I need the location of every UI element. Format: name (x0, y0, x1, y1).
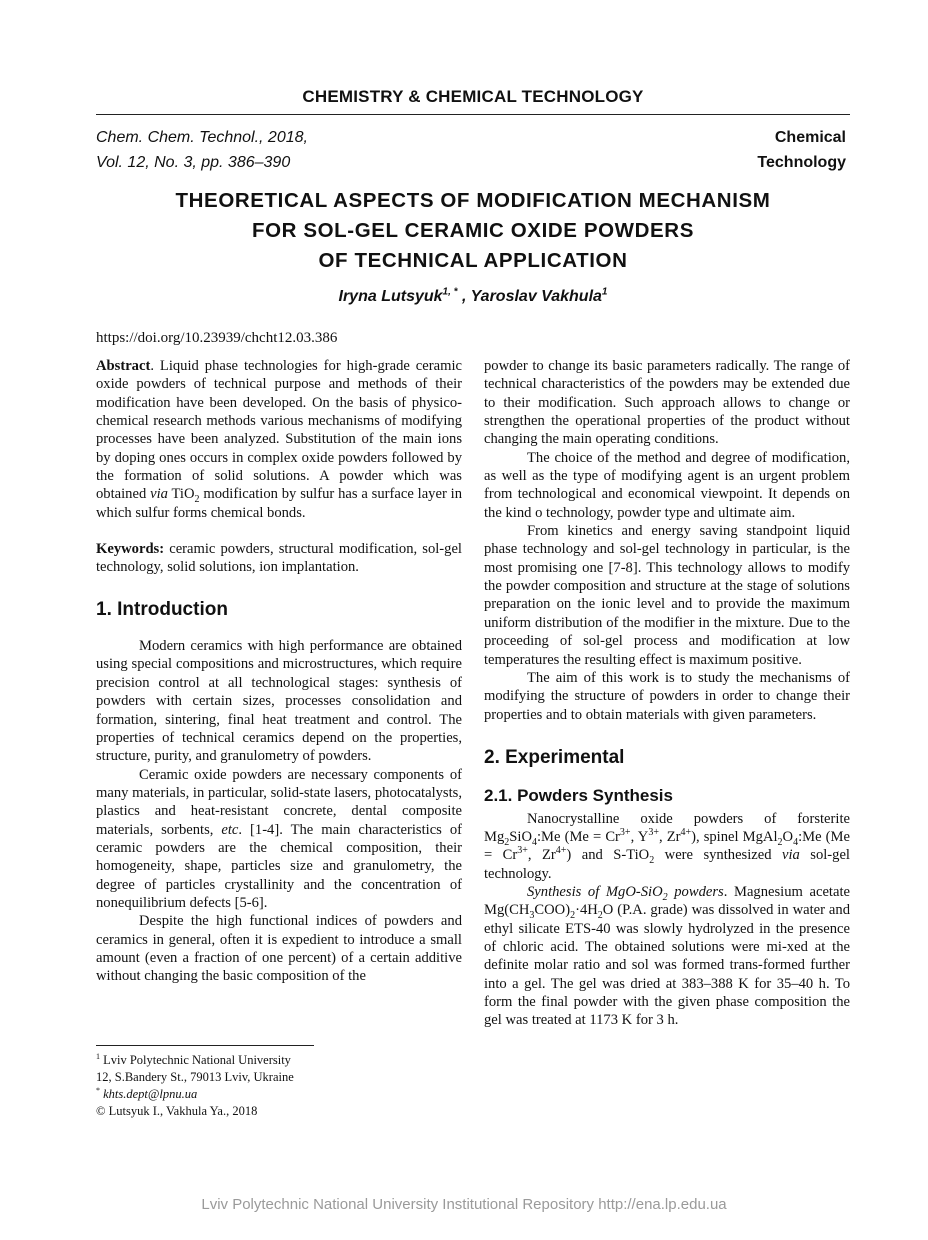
author-2-affiliation: 1 (601, 286, 608, 298)
abstract-text-end: modification by sulfur has a surface layer in which sulfur forms chemical bonds. (96, 486, 462, 521)
footnote-copyright: © Lutsyuk I., Vakhula Ya., 2018 (96, 1104, 258, 1118)
author-separator: , (457, 288, 471, 305)
intro-paragraph-7: The aim of this work is to study the mechanisms of modifying the structure of powders in order to change their properties and to obtain materials with given parameters. (484, 669, 850, 723)
subsection-heading-synthesis: 2.1. Powders Synthesis (484, 786, 673, 806)
author-1: Iryna Lutsyuk (338, 288, 443, 305)
citation-line-2: Vol. 12, No. 3, pp. 386–390 (96, 154, 291, 171)
abstract (96, 357, 462, 522)
keywords (96, 540, 462, 577)
repository-footer: Lviv Polytechnic National University Institutional Repository http://ena.lp.edu.ua (201, 1196, 727, 1213)
mgo-synthesis-title: Synthesis of MgO-SiO$_2$ powders (527, 883, 724, 903)
section-heading-introduction: 1. Introduction (96, 598, 228, 620)
keywords-text: ceramic powders, structural modification, sol-gel technology, solid solutions, ion implantation. (96, 541, 462, 576)
title-line-1: THEORETICAL ASPECTS OF MODIFICATION MECHANISM (175, 189, 771, 212)
right-column (484, 357, 850, 1030)
intro-paragraph-3: Despite the high functional indices of powders and ceramics in general, often it is expedient to introduce a small amount (even a fraction of one percent) of a certain additive without changing the basic composition of the (96, 913, 462, 985)
left-column (96, 357, 462, 986)
author-2: Yaroslav Vakhula (470, 288, 602, 305)
journal-header: CHEMISTRY & CHEMICAL TECHNOLOGY (302, 87, 644, 106)
doi-link[interactable]: https://doi.org/10.23939/chcht12.03.386 (96, 330, 338, 346)
title-line-2: FOR SOL-GEL CERAMIC OXIDE POWDERS (252, 219, 694, 242)
intro-paragraph-5: The choice of the method and degree of modification, as well as the type of modifying agent is an urgent problem from technological and economical viewpoint. It depends on the kind o technology, powder type and ultimate aim. (484, 449, 850, 521)
abstract-label: Abstract (96, 358, 151, 374)
section-line-2: Technology (757, 154, 846, 171)
section-heading-experimental: 2. Experimental (484, 746, 625, 768)
header-divider (96, 114, 850, 115)
intro-p2-text: Ceramic oxide powders are necessary components of many materials, in particular, solid-state lasers, photocatalysts, plastics and heat-resistant concrete, dental composite materials, sorbents, (96, 766, 462, 838)
title-line-3: OF TECHNICAL APPLICATION (318, 249, 628, 272)
authors (96, 288, 850, 306)
abstract-text: . Liquid phase technologies for high-grade ceramic oxide powders of technical purpose and methods of their modification have been developed. On the basis of physico-chemical research methods various mechanisms of modifying processes have been analyzed. Substitution of the main ions by doping ones occurs in complex oxide powders followed by the formation of solid solutions. A powder which was obtained (96, 358, 462, 503)
footnote-affiliation: $^1$ Lviv Polytechnic National University (96, 1051, 291, 1067)
mgo-synthesis-paragraph: Synthesis of MgO-SiO$_2$ powders. Magnesium acetate $Mg(CH_3COO)_2\cdot 4H_2O$ (P.A. grade) was dissolved in water and ethyl silicate ETS-40 was slowly hydrolyzed in the presence of chloric acid. The obtained solutions were mi-xed at the definite molar ratio and sol was formed trans-formed further into a gel. The gel was dried at 383–388 K for 35–40 h. To form the final powder with the given phase composition the gel was treated at 1173 K for 3 h. (484, 883, 850, 1029)
footnote-address: 12, S.Bandery St., 79013 Lviv, Ukraine (96, 1070, 294, 1084)
footnotes (96, 1052, 294, 1120)
intro-paragraph-6: From kinetics and energy saving standpoint liquid phase technology and sol-gel technology in particular, is the most promising one [7-8]. This technology allows to modify the powder composition and structure at the stage of solutions preparation on the ionic level and to provide the maximum uniform distribution of the modifier in the mixture. Due to the proceeding of sol-gel process and modification at low temperatures the resulting effect is maximum positive. (484, 523, 850, 668)
author-1-affiliation: 1, * (442, 286, 458, 298)
citation-info (96, 125, 308, 175)
paper-title (96, 186, 850, 276)
intro-paragraph-1: Modern ceramics with high performance are obtained using special compositions and microstructures, which require precision control at all technological stages: synthesis of powders with certain sizes, processes consolidation and formation, sintering, final heat treatment and control. The properties of technical ceramics depend on the properties, structure, purity, and granulometry of powders. (96, 638, 462, 765)
intro-paragraph-2 (96, 766, 462, 913)
citation-line-1: Chem. Chem. Technol., 2018, (96, 129, 308, 146)
abstract-tio2: TiO (167, 486, 195, 503)
intro-p2-text-end: . [1-4]. The main characteristics of ceramic powders are the chemical composition, their homogeneity, shape, particles size and granulometry, the degree of particles crystallinity and the concentration of nonequilibrium defects [5-6]. (96, 821, 462, 911)
intro-p2-etc: etc (221, 821, 239, 838)
intro-paragraph-4: powder to change its basic parameters radically. The range of technical characteristics of the powders may be extended due to their modification. Such approach allows to change or strengthen the operational properties of the product without changing the main operating conditions. (484, 358, 850, 448)
footnote-email[interactable]: * khts.dept@lpnu.ua (96, 1085, 198, 1101)
footnote-divider (96, 1045, 314, 1046)
section-label (757, 125, 846, 175)
section-line-1: Chemical (774, 129, 846, 146)
keywords-label: Keywords: (96, 541, 165, 558)
synthesis-paragraph: Nanocrystalline oxide powders of forsterite $Mg_2SiO_4:Me$ ($Me = Cr^{3+}$, $Y^{3+}$, $Zr^{4+}$), spinel $MgAl_2O_4:Me$ ($Me = Cr^{3+}$, $Zr^{4+}$) and S-TiO$_2$ were synthesized via sol-gel technology. (484, 810, 850, 882)
abstract-tio2-sub: 2 (194, 494, 200, 506)
abstract-via: via (150, 486, 168, 503)
